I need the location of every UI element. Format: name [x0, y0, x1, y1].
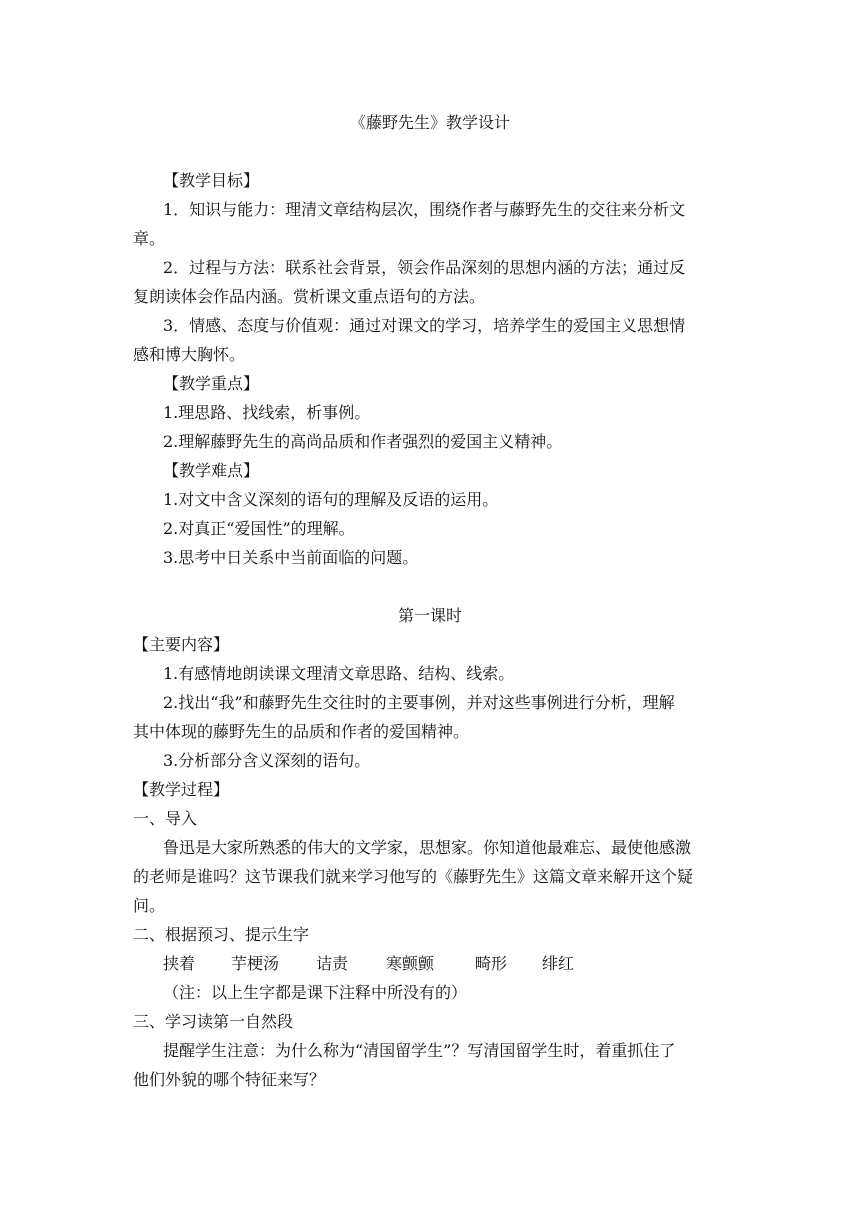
key-point-2: 2.理解藤野先生的高尚品质和作者强烈的爱国主义精神。	[163, 432, 563, 451]
goal-3-line-2: 感和博大胸怀。	[133, 345, 246, 364]
goal-1-line-1: 1．知识与能力：理清文章结构层次，围绕作者与藤野先生的交往来分析文	[163, 200, 686, 219]
content-item-2-line-2: 其中体现的藤野先生的品质和作者的爱国精神。	[133, 722, 470, 741]
goals-heading: 【教学目标】	[163, 171, 260, 190]
difficulty-1: 1.对文中含义深刻的语句的理解及反语的运用。	[163, 490, 499, 509]
key-point-1: 1.理思路、找线索，析事例。	[163, 403, 371, 422]
vocab-word: 绯红	[542, 954, 575, 973]
goal-3-line-1: 3．情感、态度与价值观：通过对课文的学习，培养学生的爱国主义思想情	[163, 316, 686, 335]
doc-title: 《藤野先生》教学设计	[349, 113, 510, 132]
difficulty-2: 2.对真正“爱国性”的理解。	[163, 519, 355, 538]
remind-line-1: 提醒学生注意：为什么称为“清国留学生”？写清国留学生时，着重抓住了	[163, 1041, 676, 1060]
section-3-heading: 三、学习读第一自然段	[133, 1012, 294, 1031]
content-item-2-line-1: 2.找出“我”和藤野先生交往时的主要事例，并对这些事例进行分析，理解	[163, 693, 675, 712]
intro-line-3: 问。	[133, 896, 166, 915]
vocab-note: （注：以上生字都是课下注释中所没有的）	[163, 983, 468, 1002]
difficulty-3: 3.思考中日关系中当前面临的问题。	[163, 548, 419, 567]
lesson-title: 第一课时	[397, 606, 462, 625]
goal-2-line-1: 2．过程与方法：联系社会背景，领会作品深刻的思想内涵的方法；通过反	[163, 258, 686, 277]
content-item-1: 1.有感情地朗读课文理清文章思路、结构、线索。	[163, 664, 515, 683]
process-heading: 【教学过程】	[133, 780, 230, 799]
goal-1-line-2: 章。	[133, 229, 166, 248]
section-1-heading: 一、导入	[133, 809, 198, 828]
vocab-word: 芋梗汤	[231, 954, 280, 973]
vocab-word: 诘责	[316, 954, 349, 973]
intro-line-2: 的老师是谁吗？这节课我们就来学习他写的《藤野先生》这篇文章来解开这个疑	[133, 867, 694, 886]
intro-line-1: 鲁迅是大家所熟悉的伟大的文学家，思想家。你知道他最难忘、最使他感激	[163, 838, 692, 857]
key-points-heading: 【教学重点】	[163, 374, 260, 393]
remind-line-2: 他们外貌的哪个特征来写？	[133, 1070, 326, 1089]
vocab-word: 挟着	[163, 954, 196, 973]
vocab-word: 畸形	[475, 954, 508, 973]
content-item-3: 3.分析部分含义深刻的语句。	[163, 751, 371, 770]
goal-2-line-2: 复朗读体会作品内涵。赏析课文重点语句的方法。	[133, 287, 486, 306]
section-2-heading: 二、根据预习、提示生字	[133, 925, 310, 944]
difficulties-heading: 【教学难点】	[163, 461, 260, 480]
vocabulary-row	[0, 953, 860, 975]
main-content-heading: 【主要内容】	[133, 635, 230, 654]
vocab-word: 寒颤颤	[386, 954, 435, 973]
